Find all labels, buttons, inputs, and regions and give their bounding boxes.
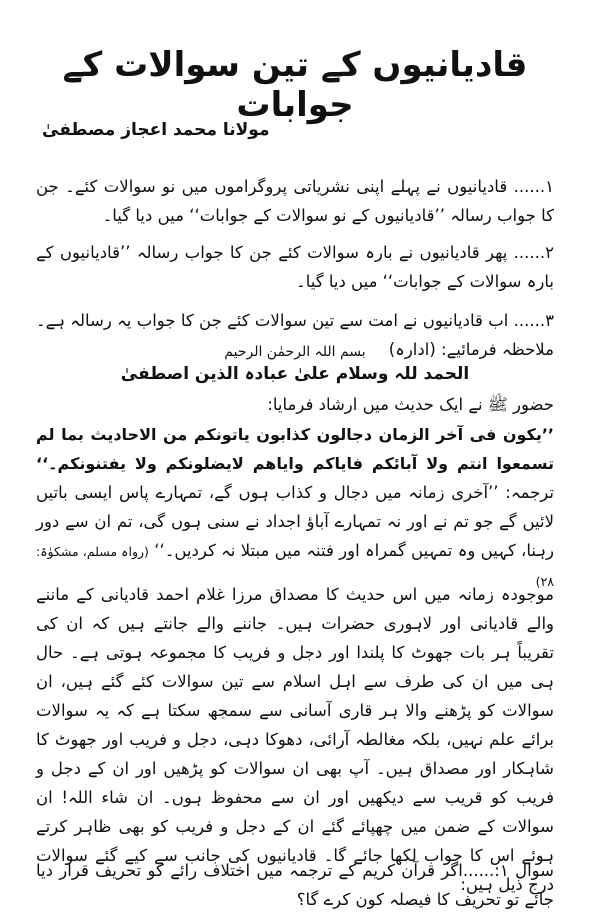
hadith-intro: حضور ﷺ نے ایک حدیث میں ارشاد فرمایا: [267, 395, 554, 414]
list-text: اب قادیانیوں نے امت سے تین سوالات کئے جن کا جواب یہ رسالہ ہے۔ ملاحظہ فرمائیے: (ادارہ) [36, 311, 554, 359]
list-item-1 [36, 172, 554, 230]
list-number: ۲...... [513, 243, 554, 262]
hadith-section [36, 420, 554, 596]
list-number: ۳...... [513, 311, 554, 330]
list-number: ۱...... [513, 177, 554, 196]
bismillah: بسم اللہ الرحمٰن الرحیم [224, 344, 366, 360]
hadith-reference: (رواہ مسلم، مشکوٰۃ: ۲۸) [36, 544, 554, 589]
praise-heading: الحمد للہ وسلام علیٰ عبادہ الذین اصطفیٰ [120, 364, 470, 384]
hadith-translation: ترجمہ: ’’آخری زمانہ میں دجال و کذاب ہوں گے، تمہارے پاس ایسی باتیں لائیں گے جو تم نے اور نہ تمہارے آباؤ اجداد نے سنی ہوں گی، تم ان سے دور رہنا، کہیں وہ تمہیں گمراہ اور فتنہ میں مبتلا نہ کردیں۔‘‘ [36, 483, 554, 560]
list-text: قادیانیوں نے پہلے اپنی نشریاتی پروگراموں میں نو سوالات کئے۔ جن کا جواب رسالہ ’’قادیانیوں کے نو سوالات کے جوابات‘‘ میں دیا گیا۔ [36, 177, 554, 225]
page-title: قادیانیوں کے تین سوالات کے جوابات [62, 45, 528, 125]
author-name: مولانا محمد اعجاز مصطفیٰ [42, 120, 270, 140]
list-text: پھر قادیانیوں نے بارہ سوالات کئے جن کا جواب رسالہ ’’قادیانیوں کے بارہ سوالات کے جوابات‘‘ میں دیا گیا۔ [36, 243, 554, 291]
question-1: سوال ۱:......اگر قرآن کریم کے ترجمہ میں اختلاف رائے کو تحریف قرار دیا جائے تو تحریف کا فیصلہ کون کرے گا؟ [36, 861, 555, 909]
body-paragraph: موجودہ زمانہ میں اس حدیث کا مصداق مرزا غلام احمد قادیانی کے ماننے والے قادیانی اور لاہوری حضرات ہیں۔ جاننے والے جانتے ہیں کہ ان کی تقریباً ہر بات جھوٹ کا پلندا اور دجل و فریب کا مجموعہ ہوتی ہے۔ حال ہی میں ان کی طرف سے اہل اسلام سے تین سوالات کئے گئے ہیں، ان سوالات کو پڑھنے والا ہر قاری آسانی سے سمجھ سکتا ہے کہ یہ سوالات برائے علم نہیں، بلکہ مغالطہ آرائی، دھوکا دہی، دجل و فریب اور جھوٹ کا شاہکار اور مصداق ہیں۔ آپ بھی ان سوالات کو پڑھیں اور ان کے دجل و فریب کو قریب سے دیکھیں اور ان سے محفوظ ہوں۔ ان شاء اللہ! ان سوالات کے ضمن میں چھپائے گئے ان کے دجل و فریب کو بھی ظاہر کرتے ہوئے اس کا جواب لکھا جائے گا۔ قادیانیوں کی جانب سے کیے گئے سوالات درج ذیل ہیں: [36, 585, 554, 894]
hadith-arabic: ’’یکون فی آخر الزمان دجالون کذابون یاتونکم من الاحادیث بما لم تسمعوا انتم ولا آبائکم فایاکم وایاھم لایضلونکم ولا یفتنونکم۔‘‘ [36, 425, 554, 473]
list-item-2 [36, 238, 554, 296]
